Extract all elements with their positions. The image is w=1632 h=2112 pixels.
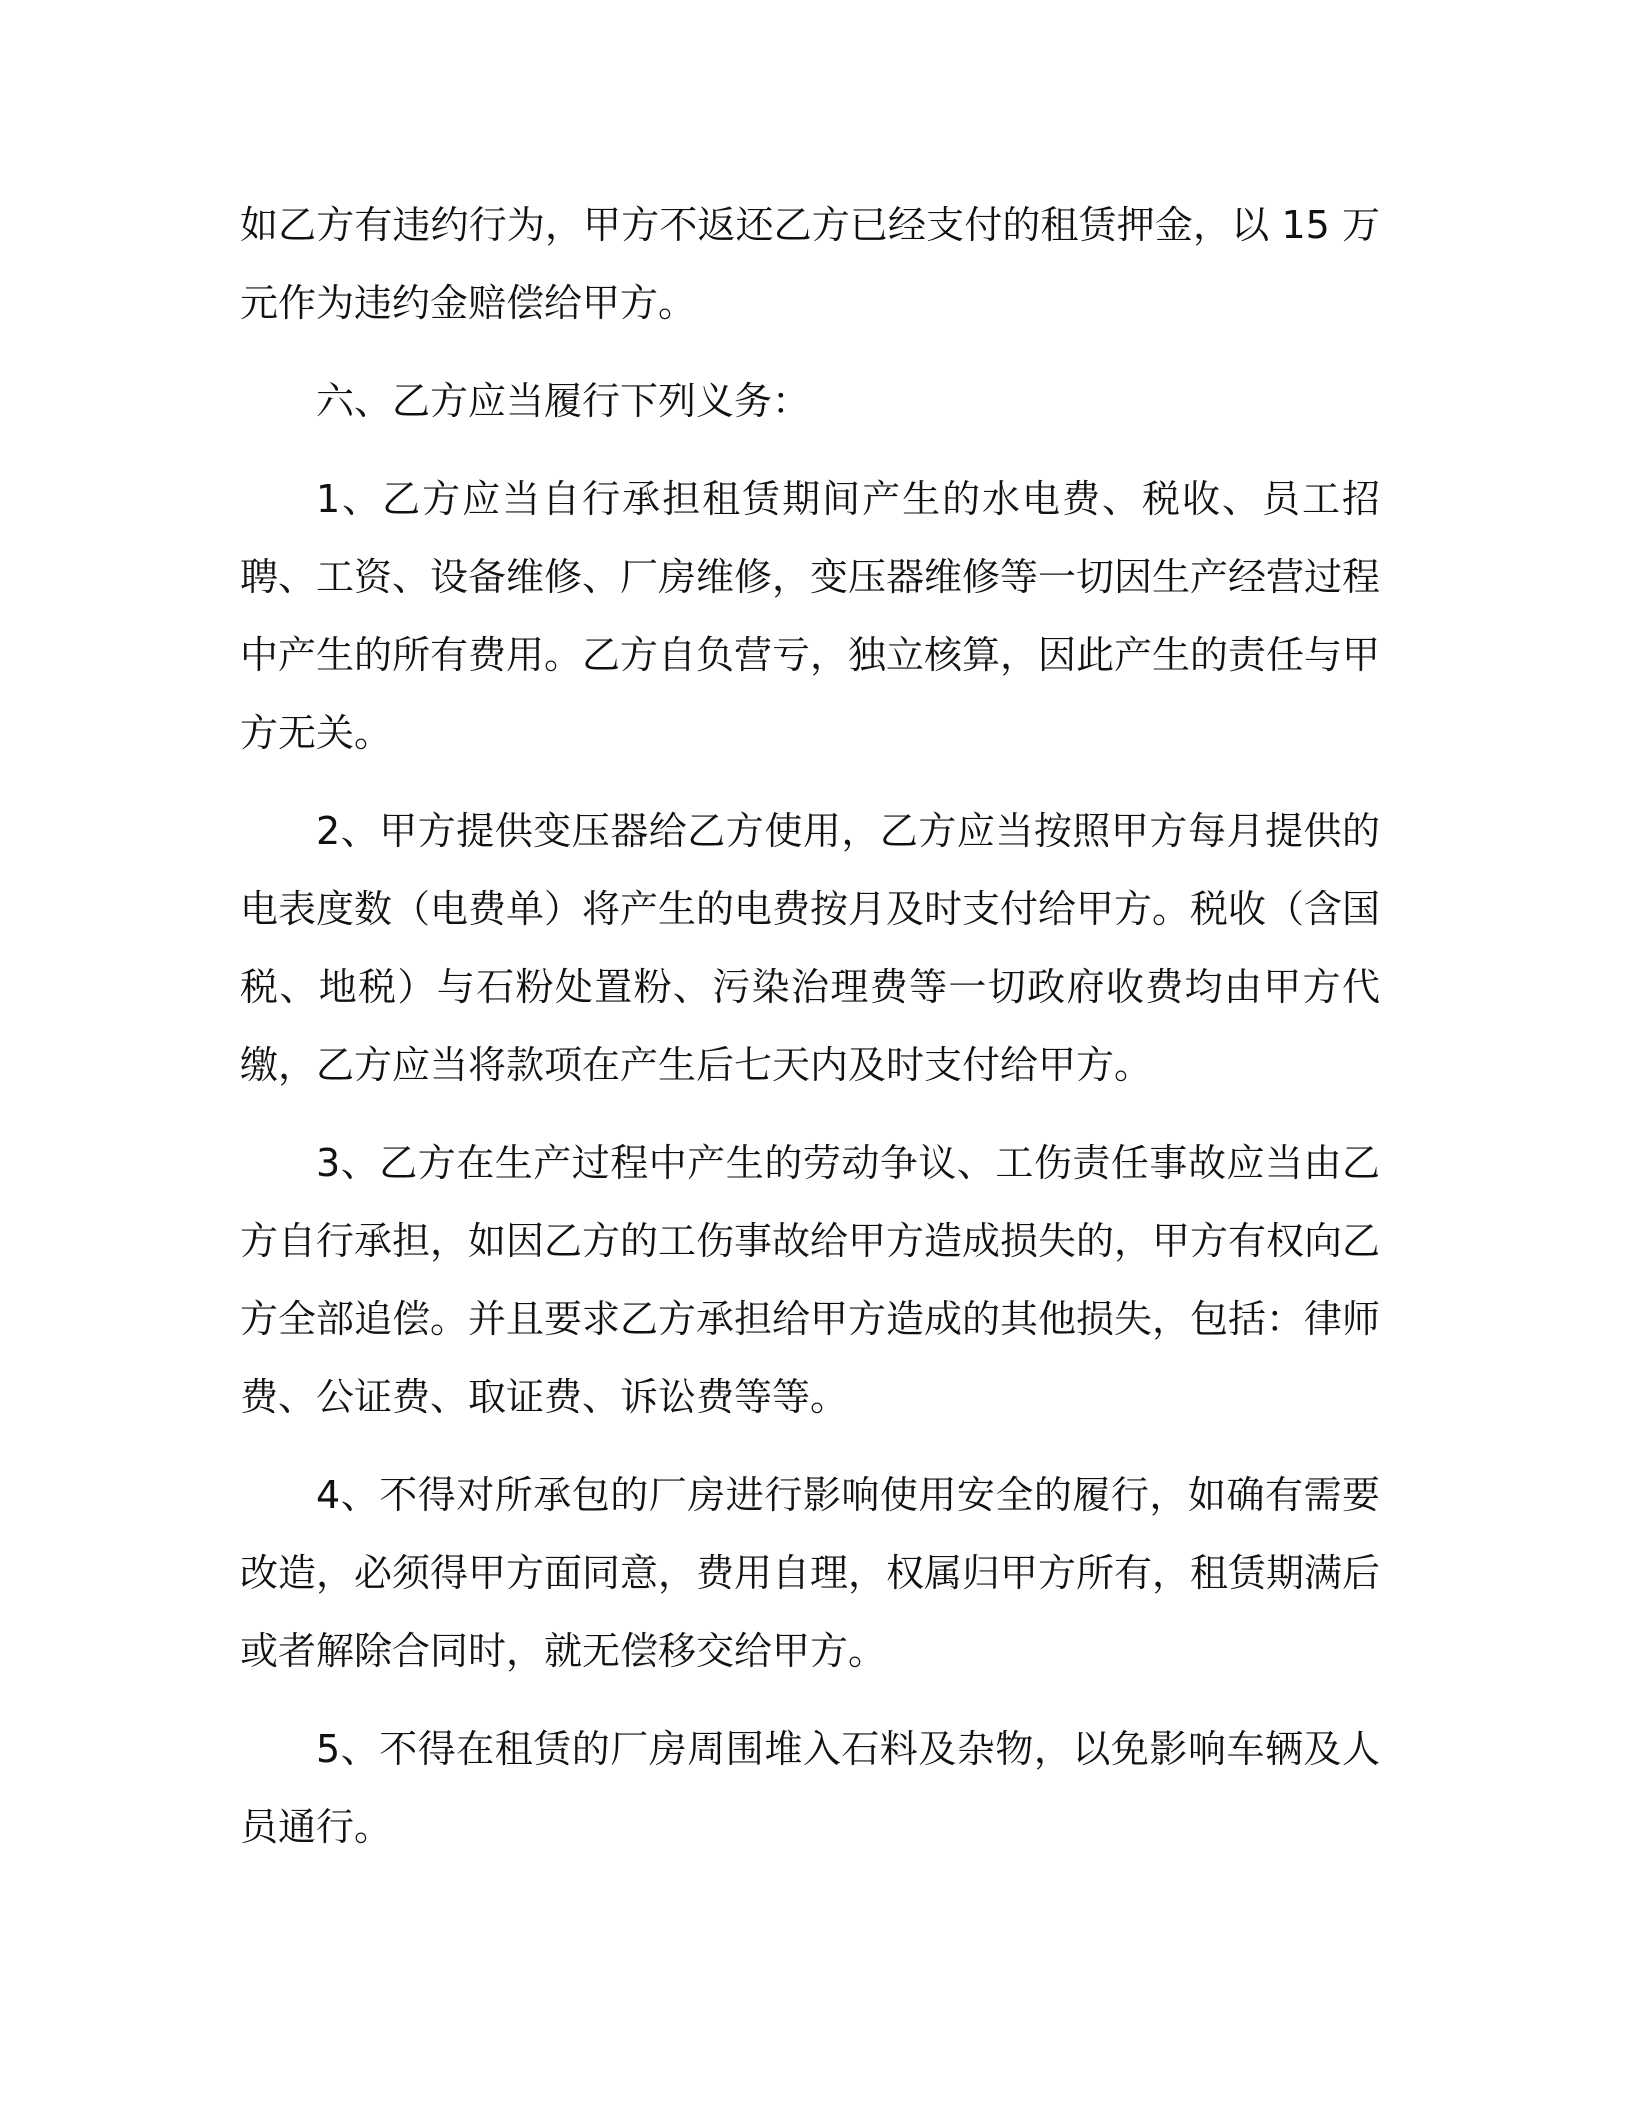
obligation-item-5: 5、不得在租赁的厂房周围堆入石料及杂物，以免影响车辆及人员通行。: [240, 1727, 1380, 1849]
section-six-heading: 六、乙方应当履行下列义务：: [316, 379, 811, 423]
obligation-item-2: 2、甲方提供变压器给乙方使用，乙方应当按照甲方每月提供的电表度数（电费单）将产生的电费按月及时支付给甲方。税收（含国税、地税）与石粉处置粉、污染治理费等一切政府收费均由甲方代缴，乙方应当将款项在产生后七天内及时支付给甲方。: [240, 809, 1381, 1087]
paragraph-breach-deposit: 如乙方有违约行为，甲方不返还乙方已经支付的租赁押金，以 15 万元作为违约金赔偿给甲方。: [240, 203, 1380, 325]
obligation-item-1: 1、乙方应当自行承担租赁期间产生的水电费、税收、员工招聘、工资、设备维修、厂房维修，变压器维修等一切因生产经营过程中产生的所有费用。乙方自负营亏，独立核算，因此产生的责任与甲方无关。: [240, 477, 1381, 755]
obligation-item-4: 4、不得对所承包的厂房进行影响使用安全的履行，如确有需要改造，必须得甲方面同意，费用自理，权属归甲方所有，租赁期满后或者解除合同时，就无偿移交给甲方。: [240, 1473, 1381, 1673]
document-page: [240, 186, 1380, 1886]
obligation-item-3: 3、乙方在生产过程中产生的劳动争议、工伤责任事故应当由乙方自行承担，如因乙方的工伤事故给甲方造成损失的，甲方有权向乙方全部追偿。并且要求乙方承担给甲方造成的其他损失，包括：律师费、公证费、取证费、诉讼费等等。: [240, 1141, 1381, 1419]
